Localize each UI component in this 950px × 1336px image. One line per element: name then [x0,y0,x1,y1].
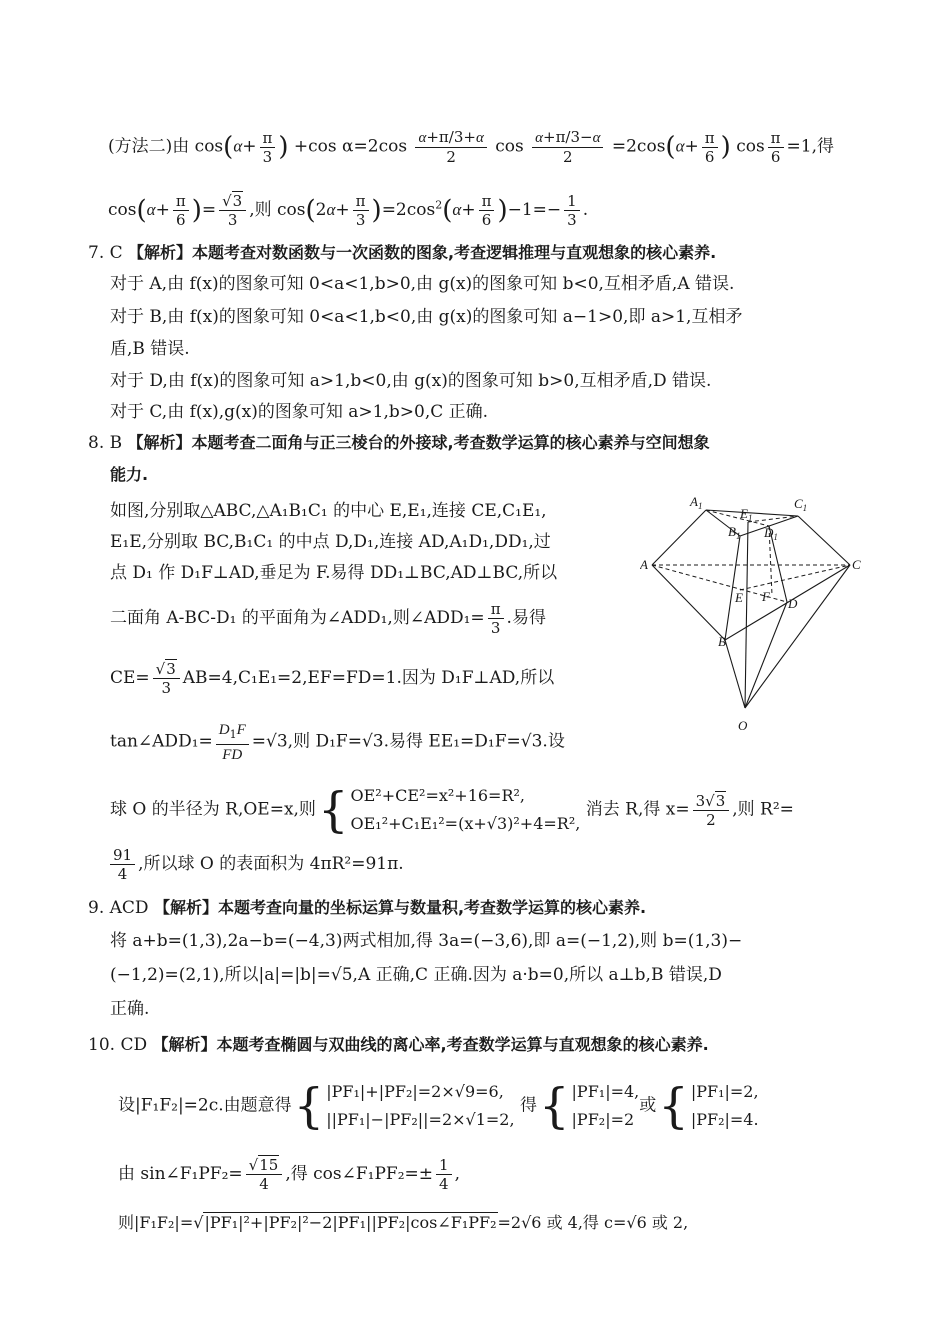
edge-oc [745,565,850,708]
text: 则|F₁F₂|= [118,1213,194,1232]
text: |PF₂|=4. [690,1110,759,1129]
text: .易得 [506,608,546,628]
question-number: 9. ACD [88,898,149,918]
text: cos [108,200,137,220]
edge-od [745,602,787,708]
equation-system [691,1078,759,1134]
q8-p8 [110,846,404,883]
analysis-heading: 【解析】本题考查对数函数与一次函数的图象,考查逻辑推理与直观想象的核心素养. [128,243,717,262]
segment-ce [740,565,850,590]
text: =2√6 或 4,得 c=√6 或 2, [497,1213,689,1232]
edge-ob [725,640,745,708]
analysis-heading: 【解析】本题考查椭圆与双曲线的离心率,考查数学运算与直观想象的核心素养. [152,1035,709,1054]
question-number: 10. CD [88,1035,148,1055]
text: tan∠ADD₁= [110,731,213,752]
text: ,则 cos [249,200,306,220]
edge-cc1 [798,516,850,565]
q8-p3: 点 D₁ 作 D₁F⊥AD,垂足为 F.易得 DD₁⊥BC,AD⊥BC,所以 [110,563,558,583]
label: E [735,590,743,605]
analysis-heading: 【解析】本题考查向量的坐标运算与数量积,考查数学运算的核心素养. [153,898,647,917]
text: ,得 cos∠F₁PF₂=± [285,1164,434,1184]
fraction: $\frac{3√3}{2}$ [693,792,730,829]
text: 二面角 A-BC-D₁ 的平面角为∠ADD₁,则∠ADD₁= [110,608,485,628]
fraction: $\frac{\pi}{6}$ [702,129,718,166]
text: =2cos [381,200,436,220]
text: . [582,200,589,220]
text: |PF₁|+|PF₂|=2×√9=6, [326,1082,504,1101]
edge-bb1 [725,536,740,640]
label: $D_1$ [764,525,778,542]
q8-p5 [110,660,554,697]
text: 球 O 的半径为 R,OE=x,则 [110,799,316,820]
text: 得 [519,1095,537,1116]
text: =2cos [611,136,666,157]
fraction: $\frac{√15}{4}$ [246,1156,283,1193]
q9-l3: 正确. [110,999,150,1019]
fraction: $\frac{91}{4}$ [110,846,135,883]
q8-p4 [110,600,546,637]
q8-p6 [110,720,565,764]
label: $B_1$ [728,524,741,541]
question-number: 8. B [88,433,123,453]
equation-system [350,782,580,838]
q9-l1: 将 a+b=(1,3),2a−b=(−4,3)两式相加,得 3a=(−3,6),即 a=(−1,2),则 b=(1,3)− [110,931,743,951]
label: A [640,557,648,572]
text: 或 [639,1095,657,1116]
q7-line-b2: 盾,B 错误. [110,339,190,359]
fraction: $\frac{\alpha+\pi/3-\alpha}{2}$ [532,128,603,166]
q9-l2: (−1,2)=(2,1),所以|a|=|b|=√5,A 正确,C 正确.因为 a·b=0,所以 a⊥b,B 错误,D [110,965,722,985]
fraction: $\frac{√3}{3}$ [153,660,180,697]
q8-p1: 如图,分别取△ABC,△A₁B₁C₁ 的中心 E,E₁,连接 CE,C₁E₁, [110,501,547,521]
text: |PF₂|=2 [571,1110,635,1129]
fraction: $\frac{\pi}{3}$ [488,600,504,637]
text: |PF₁|=2, [690,1082,759,1101]
fraction: $\frac{√3}{3}$ [219,192,246,229]
text: |PF₁|²+|PF₂|²−2|PF₁||PF₂|cos∠F₁PF₂ [204,1213,497,1232]
text: OE²+CE²=x²+16=R², [350,786,525,805]
q10-heading [88,1032,709,1058]
method2-line1: (方法二)由 cos(α+ $\frac{\pi}{3}$ ) +cos α=2cos $\frac{\alpha+\pi/3+\alpha}{2}$ cos $\frac{\alpha+\pi/3-\alpha}{2}$ =2cos(α+ $\frac{\pi}{6}$ ) cos $\frac{\pi}{6}$ =1,得 [108,128,834,166]
equation-system [326,1078,514,1134]
text: 由 sin∠F₁PF₂= [118,1164,243,1184]
q9-heading [88,895,646,921]
q10-l2 [118,1156,460,1193]
analysis-heading: 【解析】本题考查二面角与正三棱台的外接球,考查数学运算的核心素养与空间想象 [127,433,710,452]
text: −1=− [507,200,562,220]
text: , [454,1164,460,1184]
text: 设|F₁F₂|=2c.由题意得 [118,1095,292,1116]
fraction: $\frac{\pi}{6}$ [768,129,784,166]
text: cos [495,136,524,157]
text: ,则 R²= [732,799,794,820]
label: D [788,596,798,611]
q7-line-d: 对于 D,由 f(x)的图象可知 a>1,b<0,由 g(x)的图象可知 b>0,互相矛盾,D 错误. [110,371,712,391]
label: $A_1$ [690,494,703,511]
text: +cos α=2cos [293,136,408,157]
equation-system [572,1078,640,1134]
text: (方法二)由 cos [108,136,224,157]
fraction: $\frac{\pi}{3}$ [353,192,369,229]
truncated-pyramid-figure [640,490,870,740]
edge-aa1 [652,510,706,565]
text: =1,得 [786,136,834,157]
q8-heading-cont [110,462,148,488]
text: OE₁²+C₁E₁²=(x+√3)²+4=R², [350,814,581,833]
label: C [852,557,861,572]
method2-line2: cos(α+ $\frac{\pi}{6}$ )= $\frac{√3}{3}$ ,则 cos(2α+ $\frac{\pi}{3}$ )$=2\cos^2(\alpha+$ $\frac{\pi}{6}$ )−1=− $\frac{1}{3}$ . [108,192,589,229]
edge-ab [652,565,725,640]
edge-oe1 [745,522,748,708]
q10-l3: 则|F₁F₂|=√|PF₁|²+|PF₂|²−2|PF₁||PF₂|cos∠F₁PF₂=2√6 或 4,得 c=√6 或 2, [118,1213,689,1232]
fraction: $\frac{D_1F}{FD}$ [216,720,249,764]
q10-l1: 设|F₁F₂|=2c.由题意得{ |PF₁|+|PF₂|=2×√9=6, ||PF₁|−|PF₂||=2×√1=2, 得{ |PF₁|=4, |PF₂|=2 或{ |PF₁|=2, |PF₂|=4. [118,1078,759,1134]
question-number: 7. C [88,243,123,263]
text: =√3,则 D₁F=√3.易得 EE₁=D₁F=√3.设 [251,731,565,752]
text: ,所以球 O 的表面积为 4πR²=91π. [138,854,404,874]
label: F [762,589,770,604]
q7-line-b1: 对于 B,由 f(x)的图象可知 0<a<1,b<0,由 g(x)的图象可知 a−1>0,即 a>1,互相矛 [110,307,743,327]
fraction: $\frac{\pi}{3}$ [260,129,276,166]
text: AB=4,C₁E₁=2,EF=FD=1.因为 D₁F⊥AD,所以 [182,668,555,688]
fraction: $\frac{1}{4}$ [436,1156,452,1193]
q8-p7: 球 O 的半径为 R,OE=x,则{ OE²+CE²=x²+16=R², OE₁²+C₁E₁²=(x+√3)²+4=R², 消去 R,得 x= $\frac{3√3}{2}$ ,则 R²= [110,782,794,838]
label: O [738,718,748,733]
text: |PF₁|=4, [571,1082,640,1101]
text: cos [736,136,765,157]
label: $E_1$ [740,506,753,523]
text: CE= [110,668,150,688]
text: 消去 R,得 x= [585,799,690,820]
label: B [718,634,726,649]
fraction: $\frac{\alpha+\pi/3+\alpha}{2}$ [415,128,486,166]
text: 能力. [110,465,149,484]
fraction: $\frac{\pi}{6}$ [479,192,495,229]
q7-heading [88,240,716,266]
q8-heading [88,430,710,456]
fraction: $\frac{\pi}{6}$ [173,192,189,229]
label: $C_1$ [794,496,808,513]
text: ||PF₁|−|PF₂||=2×√1=2, [326,1110,515,1129]
q7-line-c: 对于 C,由 f(x),g(x)的图象可知 a>1,b>0,C 正确. [110,402,489,422]
fraction: $\frac{1}{3}$ [564,192,580,229]
text: = [201,200,217,220]
q7-line-a: 对于 A,由 f(x)的图象可知 0<a<1,b>0,由 g(x)的图象可知 b<0,互相矛盾,A 错误. [110,274,735,294]
q8-p2: E₁E,分别取 BC,B₁C₁ 的中点 D,D₁,连接 AD,A₁D₁,DD₁,过 [110,532,551,552]
